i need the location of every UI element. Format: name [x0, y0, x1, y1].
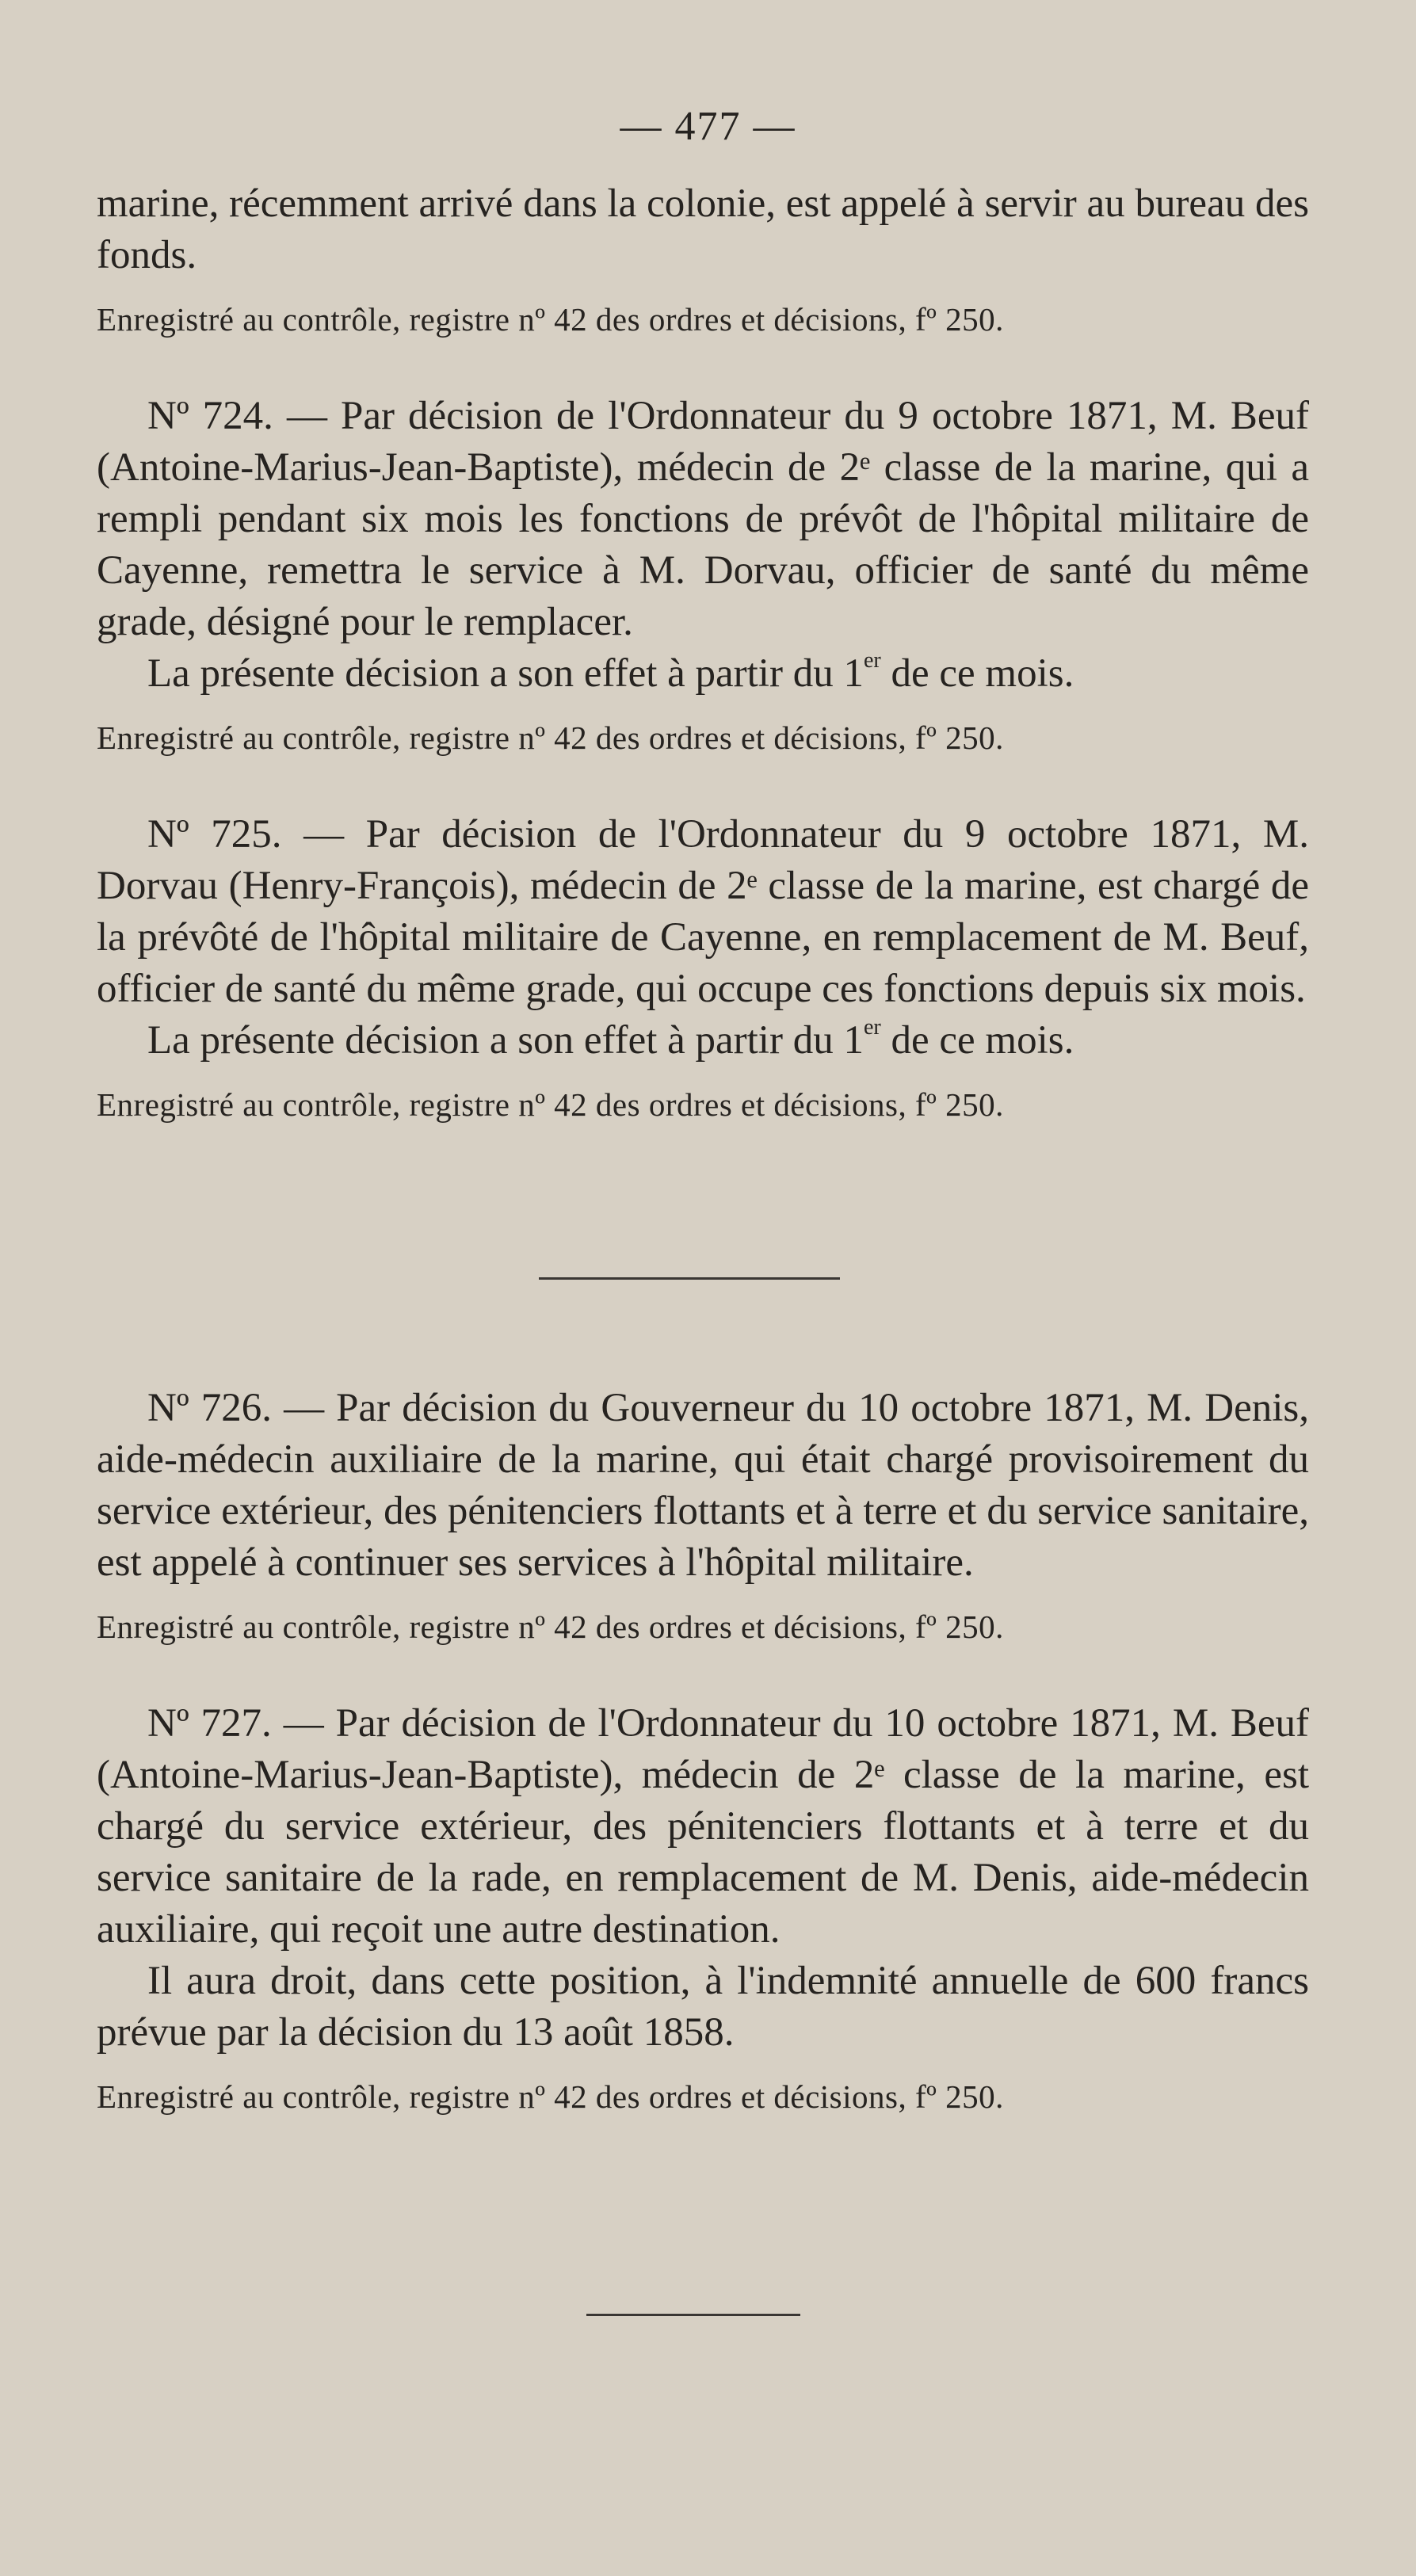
entry-724-registration: Enregistré au contrôle, registre nº 42 des ordres et décisions, fº 250. — [97, 719, 1004, 756]
entry-725-registration: Enregistré au contrôle, registre nº 42 des ordres et décisions, fº 250. — [97, 1086, 1004, 1123]
text-column-bottom — [97, 1383, 1309, 2119]
entry-724-effect: La présente décision a son effet à partir du 1er de ce mois. — [147, 648, 1074, 696]
entry-727-body: Nº 727. — Par décision de l'Ordonnateur du 10 octobre 1871, M. Beuf (Antoine-Marius-Jean-Baptiste), médecin de 2ᵉ classe de la marine, est chargé du service extérieur, des pénitenciers flottants et à terre et du service sanitaire de la rade, en remplacement de M. Denis, aide-médecin auxiliaire, qui reçoit une autre destination. — [97, 1701, 1309, 1952]
decision-entry-725 — [97, 809, 1309, 1127]
decision-entry-727 — [97, 1698, 1309, 2119]
entry-725-body: Nº 725. — Par décision de l'Ordonnateur du 9 octobre 1871, M. Dorvau (Henry-François), médecin de 2ᵉ classe de la marine, est chargé de la prévôté de l'hôpital militaire de Cayenne, en remplacement de M. Beuf, officier de santé du même grade, qui occupe ces fonctions depuis six mois. — [97, 812, 1309, 1011]
text-column-top — [97, 178, 1309, 1127]
entry-724-body: Nº 724. — Par décision de l'Ordonnateur du 9 octobre 1871, M. Beuf (Antoine-Marius-Jean-Baptiste), médecin de 2ᵉ classe de la marine, qui a rempli pendant six mois les fonctions de prévôt de l'hôpital militaire de Cayenne, remettra le service à M. Dorvau, officier de santé du même grade, désigné pour le remplacer. — [97, 394, 1309, 644]
entry-726-body: Nº 726. — Par décision du Gouverneur du 10 octobre 1871, M. Denis, aide-médecin auxiliaire de la marine, qui était chargé provisoirement du service extérieur, des pénitenciers flottants et à terre et du service sanitaire, est appelé à continuer ses services à l'hôpital militaire. — [97, 1386, 1309, 1585]
entry-725-effect: La présente décision a son effet à partir du 1er de ce mois. — [147, 1015, 1074, 1063]
intro-registration: Enregistré au contrôle, registre nº 42 des ordres et décisions, fº 250. — [97, 301, 1004, 338]
entry-727-allowance: Il aura droit, dans cette position, à l'indemnité annuelle de 600 francs prévue par la décision du 13 août 1858. — [97, 1959, 1309, 2055]
entry-727-registration: Enregistré au contrôle, registre nº 42 des ordres et décisions, fº 250. — [97, 2078, 1004, 2115]
intro-paragraph: marine, récemment arrivé dans la colonie, est appelé à servir au bureau des fonds. — [97, 181, 1309, 277]
end-divider — [586, 2314, 800, 2316]
decision-entry-724 — [97, 391, 1309, 760]
entry-726-registration: Enregistré au contrôle, registre nº 42 des ordres et décisions, fº 250. — [97, 1609, 1004, 1645]
section-divider — [539, 1277, 840, 1280]
page-number-header: — 477 — — [620, 104, 796, 149]
decision-entry-726 — [97, 1383, 1309, 1649]
